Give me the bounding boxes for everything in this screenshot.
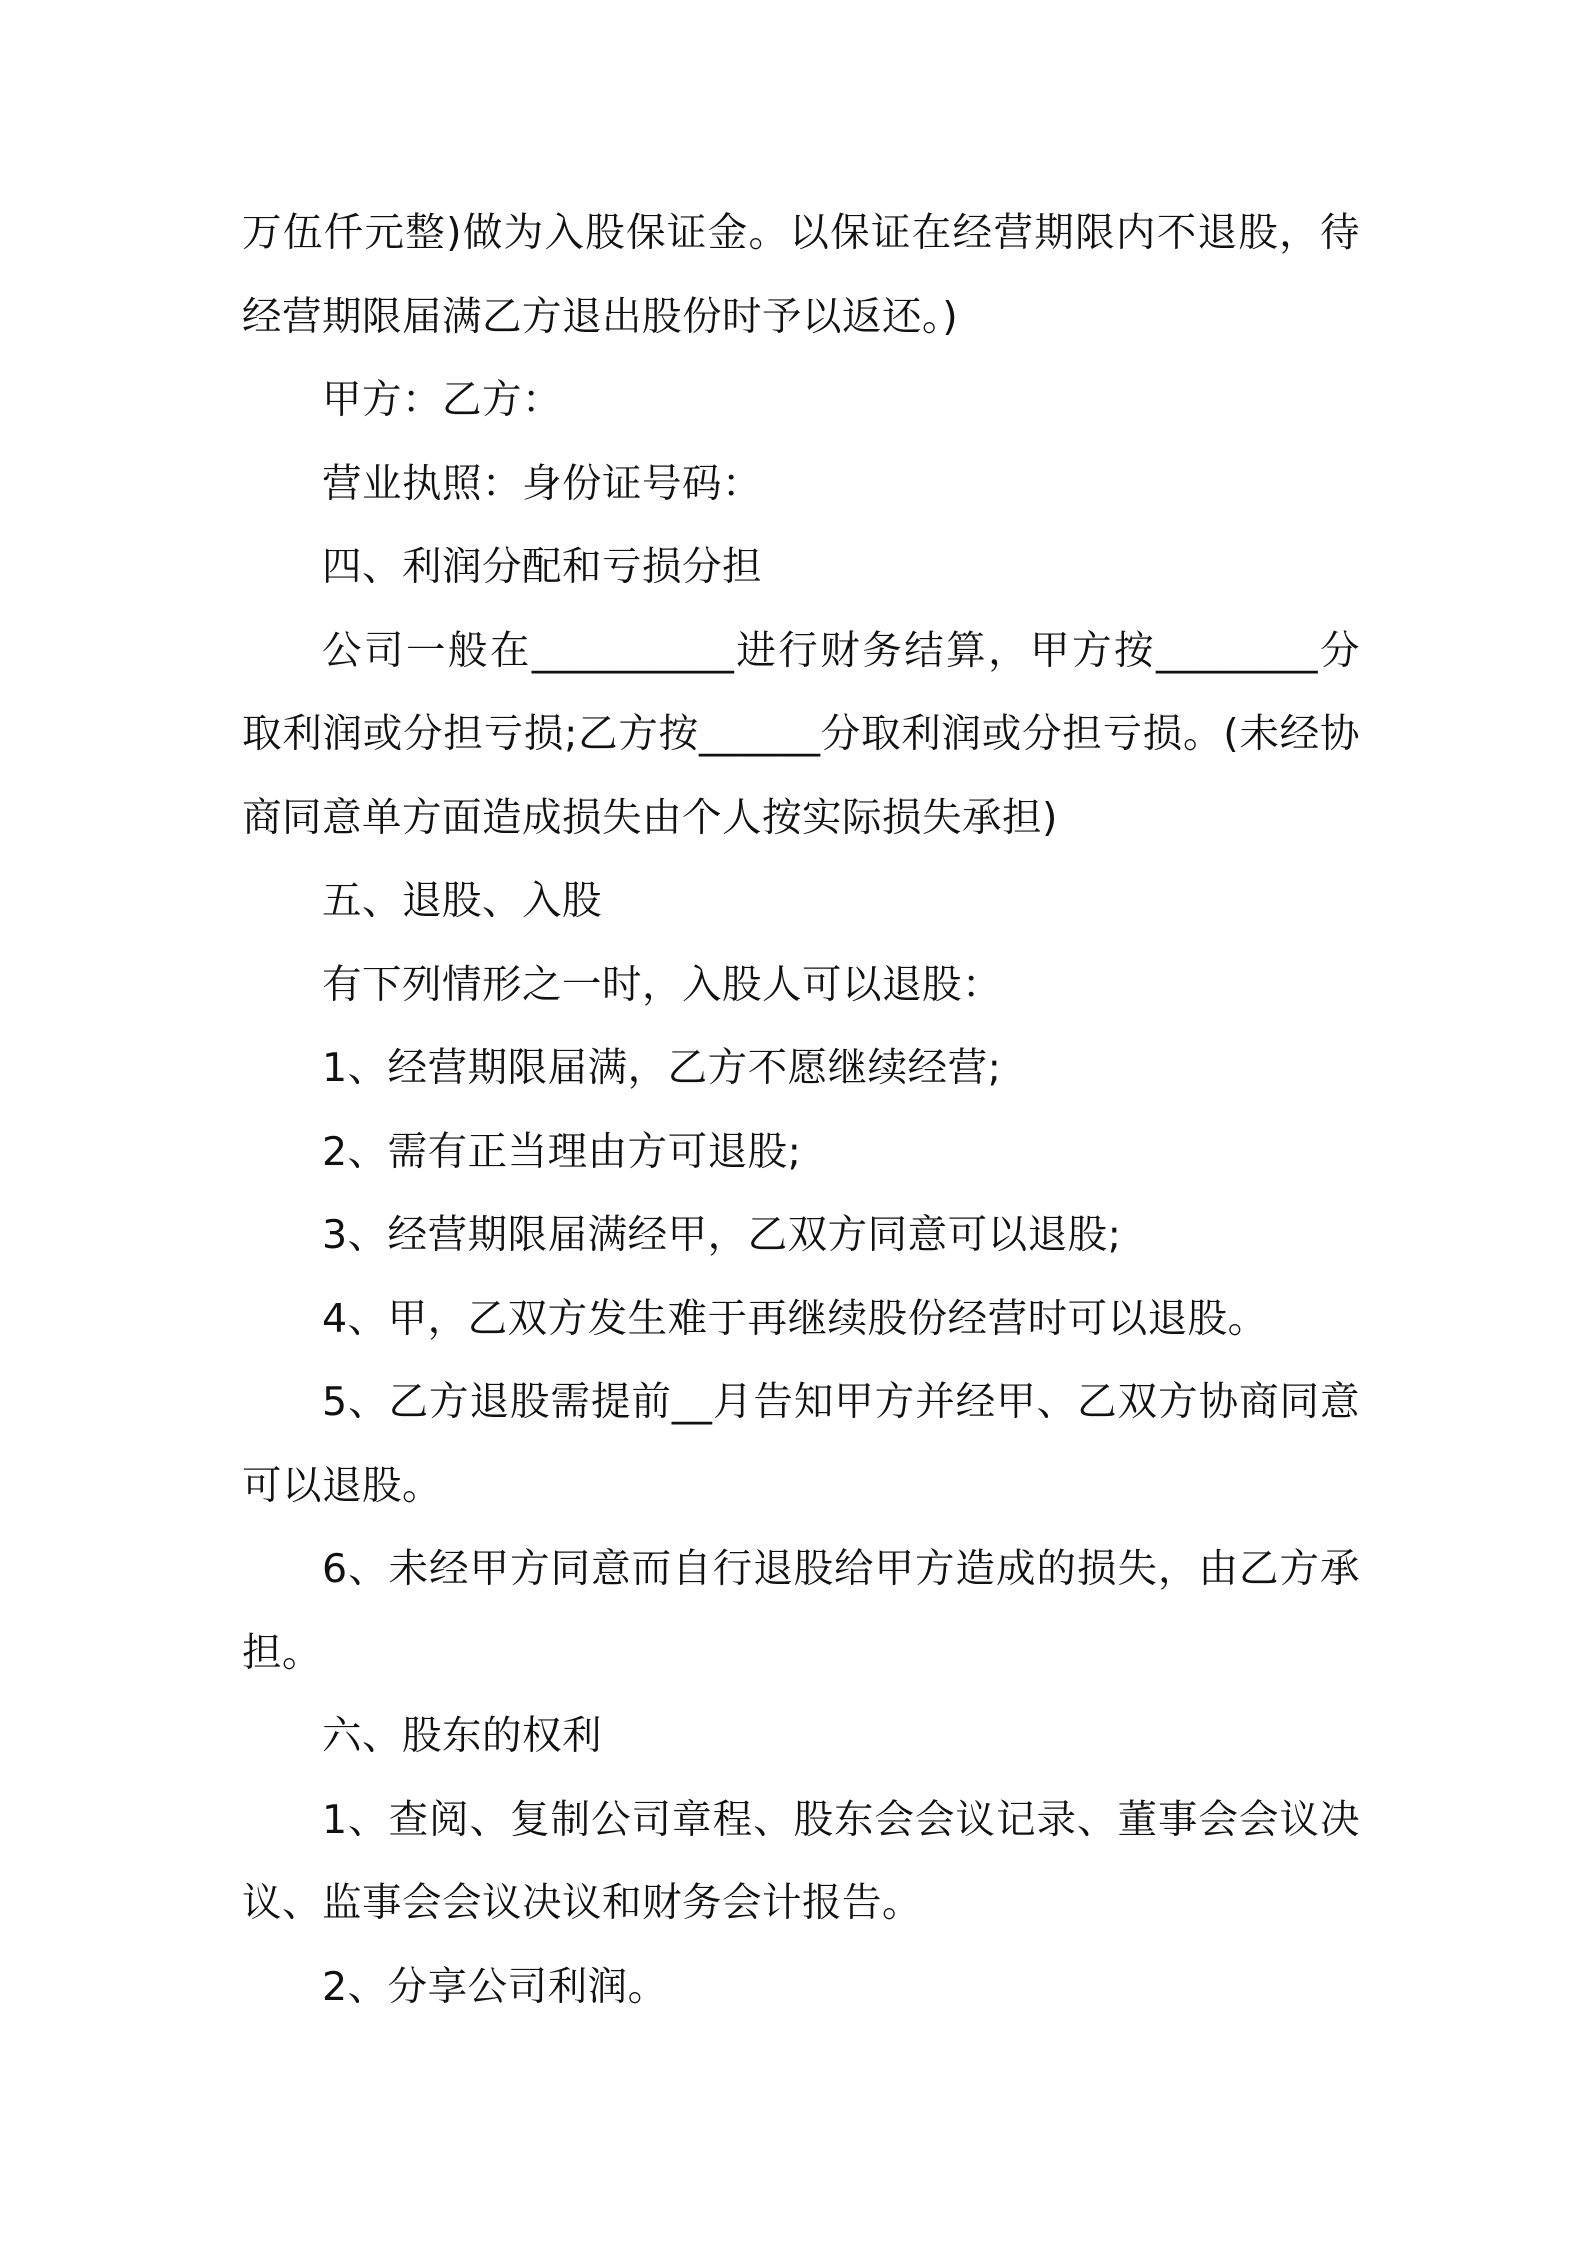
section-heading-shareholder-rights: 六、股东的权利 xyxy=(322,1713,602,1759)
paragraph-guarantee-deposit: 万伍仟元整)做为入股保证金。以保证在经营期限内不退股，待经营期限届满乙方退出股份时予以返还。) xyxy=(242,210,1360,340)
list-item-withdrawal-3: 3、经营期限届满经甲，乙双方同意可以退股; xyxy=(322,1212,1122,1258)
list-item-withdrawal-6: 6、未经甲方同意而自行退股给甲方造成的损失，由乙方承担。 xyxy=(242,1546,1360,1676)
list-item-withdrawal-4: 4、甲，乙双方发生难于再继续股份经营时可以退股。 xyxy=(322,1295,1268,1342)
list-item-rights-2: 2、分享公司利润。 xyxy=(322,1963,668,2010)
section-heading-profit-loss: 四、利润分配和亏损分担 xyxy=(322,544,762,590)
list-item-withdrawal-1: 1、经营期限届满，乙方不愿继续经营; xyxy=(322,1045,1002,1091)
paragraph-profit-distribution: 公司一般在__________进行财务结算，甲方按________分取利润或分担亏损;乙方按______分取利润或分担亏损。(未经协商同意单方面造成损失由个人按实际损失承担) xyxy=(242,627,1360,841)
section-heading-withdrawal: 五、退股、入股 xyxy=(322,878,602,924)
paragraph-withdrawal-conditions: 有下列情形之一时，入股人可以退股： xyxy=(322,961,1002,1008)
list-item-withdrawal-5: 5、乙方退股需提前__月告知甲方并经甲、乙双方协商同意可以退股。 xyxy=(242,1379,1360,1509)
paragraph-party-names: 甲方：乙方： xyxy=(322,377,562,423)
list-item-rights-1: 1、查阅、复制公司章程、股东会会议记录、董事会会议决议、监事会会议决议和财务会计报告。 xyxy=(242,1796,1360,1926)
document-body xyxy=(242,192,1360,2029)
list-item-withdrawal-2: 2、需有正当理由方可退股; xyxy=(322,1128,802,1175)
paragraph-license-id: 营业执照：身份证号码： xyxy=(322,460,762,507)
